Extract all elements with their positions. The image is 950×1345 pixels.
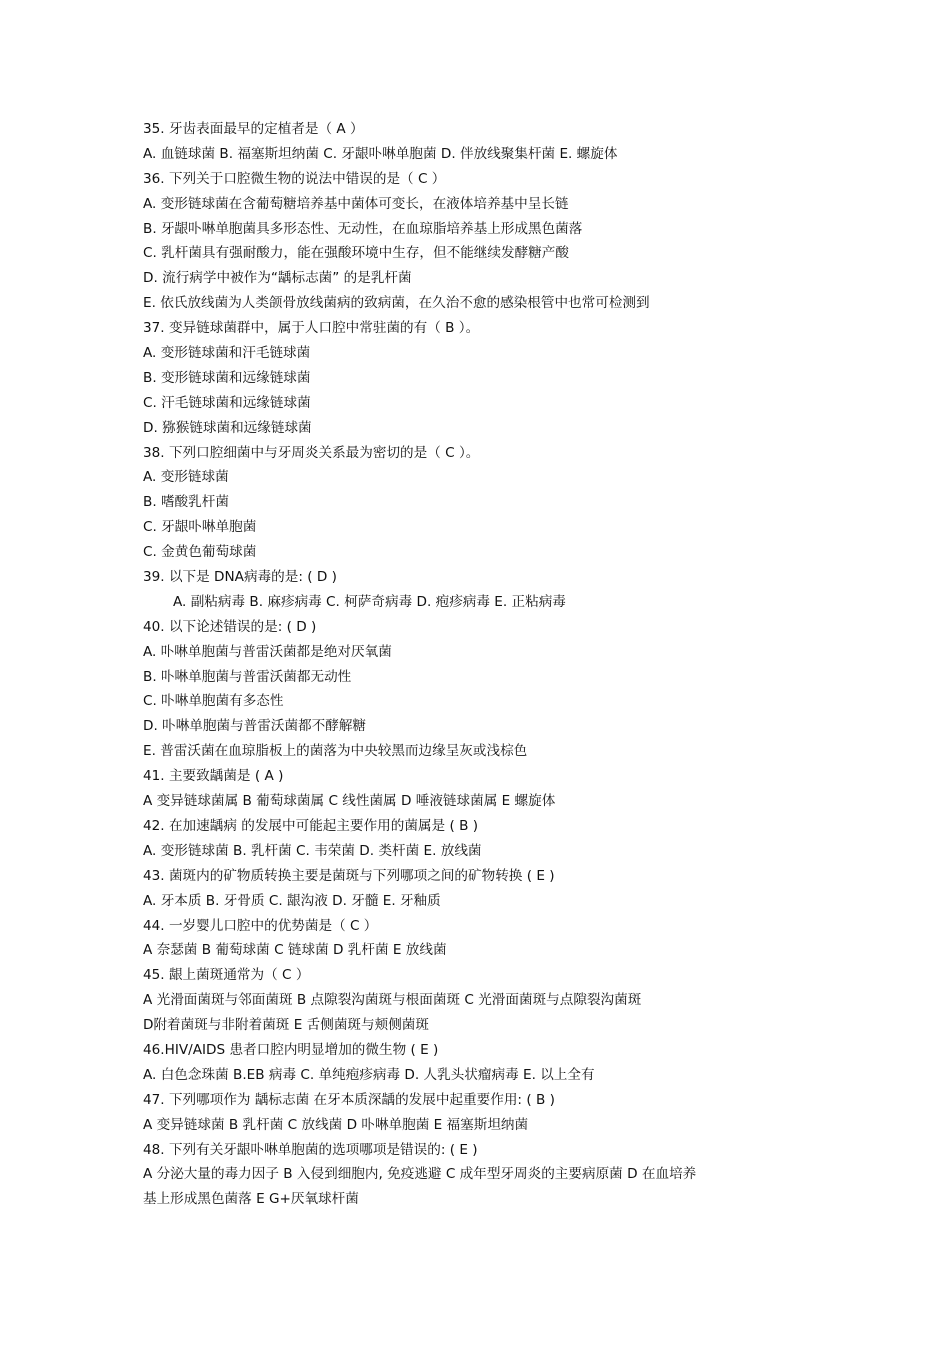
text-line: C. 牙龈卟啉单胞菌	[143, 519, 257, 536]
text-line: 44. 一岁婴儿口腔中的优势菌是（ C ）	[143, 917, 378, 934]
text-line: A. 变形链球菌和汗毛链球菌	[143, 345, 311, 362]
text-line: 45. 龈上菌斑通常为（ C ）	[143, 967, 310, 984]
text-line: D. 流行病学中被作为“龋标志菌” 的是乳杆菌	[143, 270, 412, 287]
text-line: C. 卟啉单胞菌有多态性	[143, 693, 284, 710]
text-line: 39. 以下是 DNA病毒的是: ( D )	[143, 569, 337, 586]
text-line: A 光滑面菌斑与邻面菌斑 B 点隙裂沟菌斑与根面菌斑 C 光滑面菌斑与点隙裂沟菌斑	[143, 992, 642, 1009]
text-line: 基上形成黑色菌落 E G+厌氧球杆菌	[143, 1191, 359, 1208]
text-line: C. 金黄色葡萄球菌	[143, 544, 257, 561]
text-line: A 变异链球菌 B 乳杆菌 C 放线菌 D 卟啉单胞菌 E 福塞斯坦纳菌	[143, 1116, 529, 1133]
text-line: 38. 下列口腔细菌中与牙周炎关系最为密切的是（ C ）。	[143, 444, 480, 461]
text-line: B. 变形链球菌和远缘链球菌	[143, 369, 311, 386]
text-line: A. 白色念珠菌 B.EB 病毒 C. 单纯疱疹病毒 D. 人乳头状瘤病毒 E. 以上全有	[143, 1066, 595, 1083]
text-line: A 分泌大量的毒力因子 B 入侵到细胞内, 免疫逃避 C 成年型牙周炎的主要病原菌 D 在血培养	[143, 1166, 697, 1183]
text-line: B. 卟啉单胞菌与普雷沃菌都无动性	[143, 668, 352, 685]
text-line: D附着菌斑与非附着菌斑 E 舌侧菌斑与颊侧菌斑	[143, 1017, 429, 1034]
text-line: 36. 下列关于口腔微生物的说法中错误的是（ C ）	[143, 170, 446, 187]
text-line: A. 变形链球菌	[143, 469, 229, 486]
text-line: B. 嗜酸乳杆菌	[143, 494, 229, 511]
text-line: 35. 牙齿表面最早的定植者是（ A ）	[143, 121, 364, 137]
question-list	[143, 117, 823, 1212]
text-line: 46.HIV/AIDS 患者口腔内明显增加的微生物 ( E )	[143, 1041, 439, 1058]
text-line: C. 汗毛链球菌和远缘链球菌	[143, 394, 311, 411]
text-line: A. 变形链球菌 B. 乳杆菌 C. 韦荣菌 D. 类杆菌 E. 放线菌	[143, 842, 482, 859]
text-line: 41. 主要致龋菌是 ( A )	[143, 768, 284, 785]
text-line: A 变异链球菌属 B 葡萄球菌属 C 线性菌属 D 唾液链球菌属 E 螺旋体	[143, 793, 556, 810]
text-line: A. 血链球菌 B. 福塞斯坦纳菌 C. 牙龈卟啉单胞菌 D. 伴放线聚集杆菌 E. 螺旋体	[143, 145, 618, 162]
text-line: 37. 变异链球菌群中，属于人口腔中常驻菌的有（ B ）。	[143, 320, 480, 337]
text-line: 47. 下列哪项作为 龋标志菌 在牙本质深龋的发展中起重要作用: ( B )	[143, 1091, 555, 1108]
text-line: 48. 下列有关牙龈卟啉单胞菌的选项哪项是错误的: ( E )	[143, 1141, 478, 1158]
text-line: D. 猕猴链球菌和远缘链球菌	[143, 419, 312, 436]
text-line: A. 变形链球菌在含葡萄糖培养基中菌体可变长，在液体培养基中呈长链	[143, 195, 569, 212]
text-line: C. 乳杆菌具有强耐酸力，能在强酸环境中生存，但不能继续发酵糖产酸	[143, 245, 569, 262]
text-line: 40. 以下论述错误的是: ( D )	[143, 618, 317, 635]
text-line: 42. 在加速龋病 的发展中可能起主要作用的菌属是 ( B )	[143, 817, 479, 834]
text-line: B. 牙龈卟啉单胞菌具多形态性、无动性，在血琼脂培养基上形成黑色菌落	[143, 220, 583, 237]
text-line: A 奈瑟菌 B 葡萄球菌 C 链球菌 D 乳杆菌 E 放线菌	[143, 942, 447, 959]
text-line: E. 依氏放线菌为人类颌骨放线菌病的致病菌，在久治不愈的感染根管中也常可检测到	[143, 295, 650, 312]
text-line: E. 普雷沃菌在血琼脂板上的菌落为中央较黑而边缘呈灰或浅棕色	[143, 743, 528, 760]
text-line: 43. 菌斑内的矿物质转换主要是菌斑与下列哪项之间的矿物转换 ( E )	[143, 867, 555, 884]
text-line: A. 副粘病毒 B. 麻疹病毒 C. 柯萨奇病毒 D. 疱疹病毒 E. 正粘病毒	[173, 593, 566, 610]
text-line: A. 牙本质 B. 牙骨质 C. 龈沟液 D. 牙髓 E. 牙釉质	[143, 892, 441, 909]
text-line: D. 卟啉单胞菌与普雷沃菌都不酵解糖	[143, 718, 367, 735]
text-line: A. 卟啉单胞菌与普雷沃菌都是绝对厌氧菌	[143, 643, 392, 660]
